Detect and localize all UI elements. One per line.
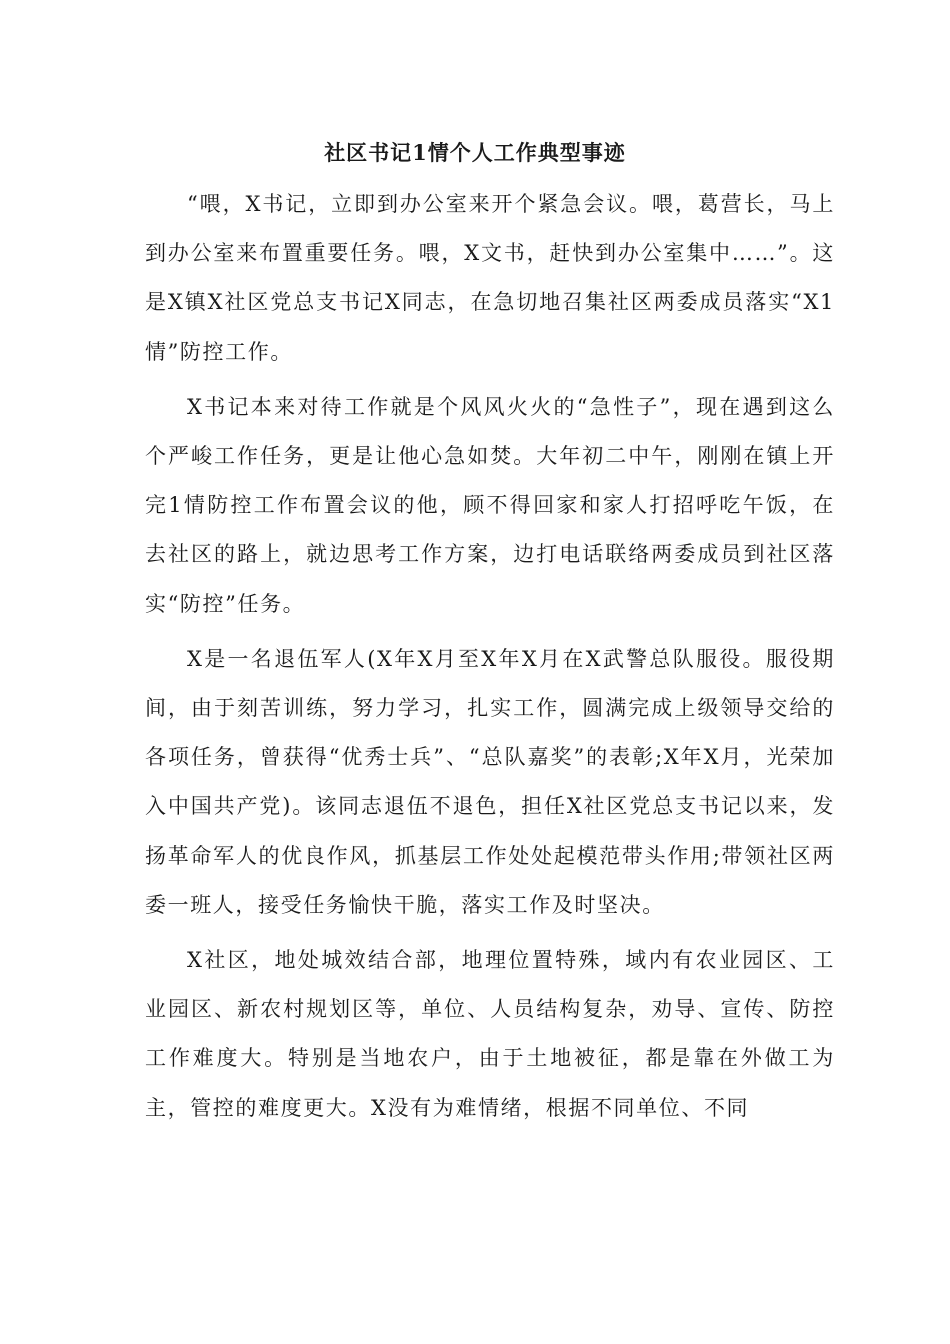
document-title: 社区书记1情个人工作典型事迹 xyxy=(324,140,626,165)
paragraph-2: X书记本来对待工作就是个风风火火的“急性子”，现在遇到这么个严峻工作任务，更是让他心急如焚。大年初二中午，刚刚在镇上开完1情防控工作布置会议的他，顾不得回家和家人打招呼吃午饭，在去社区的路上，就边思考工作方案，边打电话联络两委成员到社区落实“防控”任务。 xyxy=(145,394,835,616)
document-body xyxy=(145,180,835,1133)
paragraph-1: “喂，X书记，立即到办公室来开个紧急会议。喂，葛营长，马上到办公室来布置重要任务。喂，X文书，赶快到办公室集中……”。这是X镇X社区党总支书记X同志，在急切地召集社区两委成员落实“X1情”防控工作。 xyxy=(145,192,835,364)
paragraph-4: X社区，地处城效结合部，地理位置特殊，域内有农业园区、工业园区、新农村规划区等，单位、人员结构复杂，劝导、宣传、防控工作难度大。特别是当地农户，由于土地被征，都是靠在外做工为主，管控的难度更大。X没有为难情绪，根据不同单位、不同 xyxy=(145,948,835,1120)
paragraph-3: X是一名退伍军人(X年X月至X年X月在X武警总队服役。服役期间，由于刻苦训练，努力学习，扎实工作，圆满完成上级领导交给的各项任务，曾获得“优秀士兵”、“总队嘉奖”的表彰;X年X月，光荣加入中国共产党)。该同志退伍不退色，担任X社区党总支书记以来，发扬革命军人的优良作风，抓基层工作处处起模范带头作用;带领社区两委一班人，接受任务愉快干脆，落实工作及时坚决。 xyxy=(145,646,835,917)
